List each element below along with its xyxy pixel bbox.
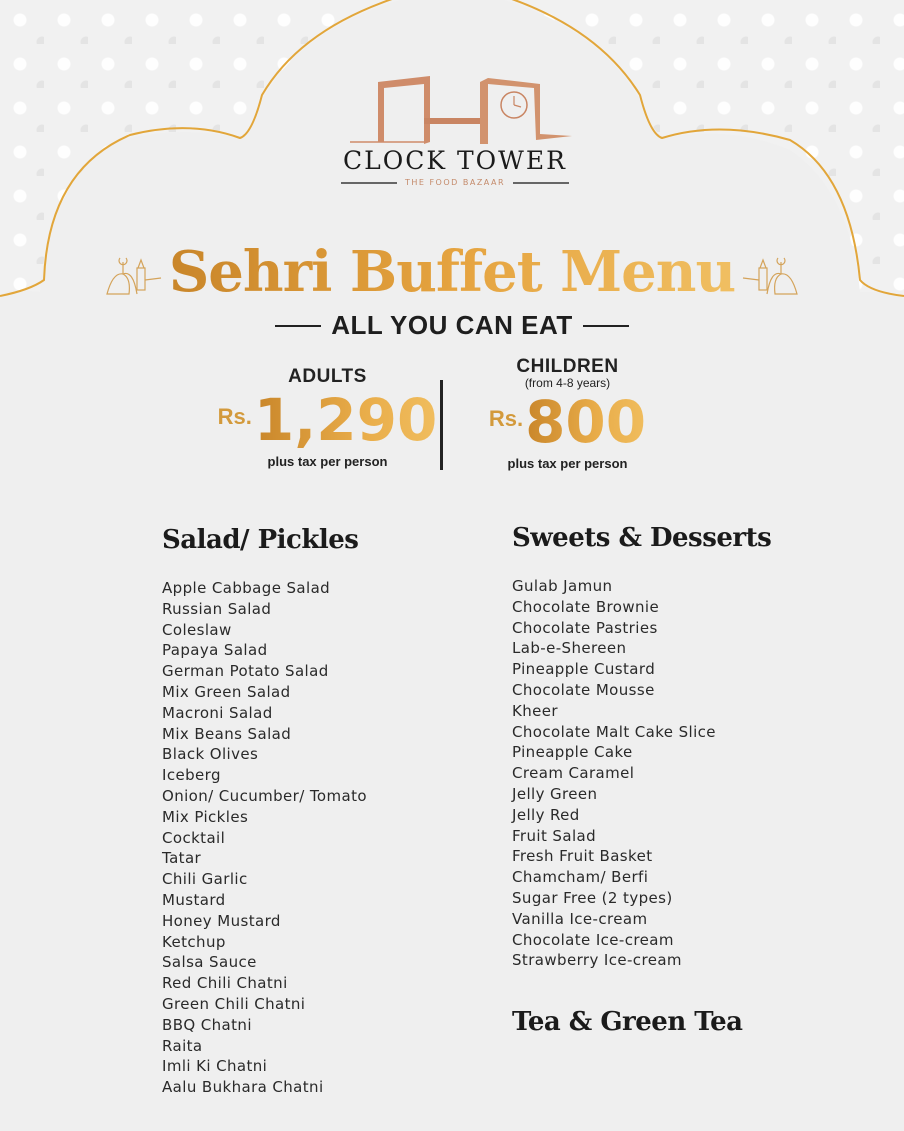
list-item: Onion/ Cucumber/ Tomato <box>162 786 367 805</box>
list-item: BBQ Chatni <box>162 1015 252 1034</box>
list-item: Mix Beans Salad <box>162 724 292 743</box>
price-divider <box>440 380 443 470</box>
adult-amount: 1,290 <box>253 386 438 454</box>
divider-line <box>341 182 397 184</box>
sweets-desserts-section <box>512 520 771 971</box>
list-item: Russian Salad <box>162 599 272 618</box>
list-item: Chocolate Ice-cream <box>512 930 674 949</box>
list-item: Macroni Salad <box>162 703 273 722</box>
adult-price-note: plus tax per person <box>267 454 388 469</box>
dash-line <box>583 325 629 327</box>
sweets-item-list <box>512 576 771 971</box>
child-age-note: (from 4-8 years) <box>524 376 611 390</box>
list-item: Vanilla Ice-cream <box>512 909 648 928</box>
list-item: Fruit Salad <box>512 826 597 845</box>
list-item: Chamcham/ Berfi <box>512 868 649 887</box>
list-item: Papaya Salad <box>162 641 268 660</box>
brand-tagline: THE FOOD BAZAAR <box>404 178 506 187</box>
list-item: Strawberry Ice-cream <box>512 951 682 970</box>
list-item: Chocolate Pastries <box>512 618 658 637</box>
list-item: Coleslaw <box>162 620 232 639</box>
list-item: Gulab Jamun <box>512 577 613 595</box>
list-item: Mix Green Salad <box>162 682 291 701</box>
brand-tagline-row <box>330 178 580 187</box>
salad-pickles-section <box>162 522 367 1098</box>
list-item: Mix Pickles <box>162 807 249 826</box>
list-item: Chocolate Malt Cake Slice <box>512 722 716 741</box>
adult-price <box>205 388 450 452</box>
list-item: Green Chili Chatni <box>162 994 306 1013</box>
list-item: Ketchup <box>162 932 226 951</box>
child-price-note: plus tax per person <box>507 456 628 471</box>
list-item: Tatar <box>162 849 202 868</box>
list-item: Honey Mustard <box>162 911 281 930</box>
menu-subtitle: ALL YOU CAN EAT <box>331 310 573 340</box>
list-item: Imli Ki Chatni <box>162 1057 268 1076</box>
currency-label: Rs. <box>217 404 252 429</box>
tea-section <box>512 1004 743 1060</box>
list-item: Fresh Fruit Basket <box>512 847 653 866</box>
list-item: Pineapple Cake <box>512 743 633 762</box>
list-item: Pineapple Custard <box>512 660 656 679</box>
list-item: Chili Garlic <box>162 870 248 889</box>
brand-name: CLOCK TOWER <box>343 146 567 175</box>
list-item: Salsa Sauce <box>162 953 257 972</box>
dash-line <box>275 325 321 327</box>
section-title: Salad/ Pickles <box>162 525 359 555</box>
section-title: Sweets & Desserts <box>512 523 772 553</box>
list-item: Iceberg <box>162 766 221 785</box>
adult-label: ADULTS <box>288 366 367 387</box>
list-item: Raita <box>162 1036 203 1055</box>
list-item: Mustard <box>162 890 226 909</box>
mosque-lantern-ornament-icon <box>741 244 801 300</box>
list-item: Black Olives <box>162 745 259 764</box>
adult-price-block <box>205 366 450 469</box>
salad-item-list <box>162 578 367 1098</box>
divider-line <box>513 182 569 184</box>
list-item: Jelly Red <box>512 805 580 824</box>
child-label: CHILDREN <box>516 356 619 377</box>
list-item: Apple Cabbage Salad <box>162 579 331 597</box>
list-item: Kheer <box>512 701 558 720</box>
mosque-lantern-ornament-icon <box>103 244 163 300</box>
list-item: German Potato Salad <box>162 662 329 681</box>
list-item: Cream Caramel <box>512 764 635 783</box>
list-item: Chocolate Brownie <box>512 597 660 616</box>
child-amount: 800 <box>525 388 647 456</box>
menu-title-row <box>100 236 804 308</box>
list-item: Chocolate Mousse <box>512 680 655 699</box>
clock-tower-building-icon <box>330 72 580 144</box>
list-item: Cocktail <box>162 828 226 847</box>
child-price <box>455 390 680 454</box>
menu-title: Sehri Buffet Menu <box>169 236 735 308</box>
list-item: Red Chili Chatni <box>162 974 288 993</box>
list-item: Sugar Free (2 types) <box>512 888 673 907</box>
section-title: Tea & Green Tea <box>512 1007 743 1037</box>
list-item: Jelly Green <box>512 784 598 803</box>
child-price-block <box>455 356 680 471</box>
list-item: Aalu Bukhara Chatni <box>162 1078 324 1097</box>
brand-logo <box>330 72 580 192</box>
list-item: Lab-e-Shereen <box>512 639 627 658</box>
subtitle-row <box>0 310 904 341</box>
currency-label: Rs. <box>488 406 524 431</box>
